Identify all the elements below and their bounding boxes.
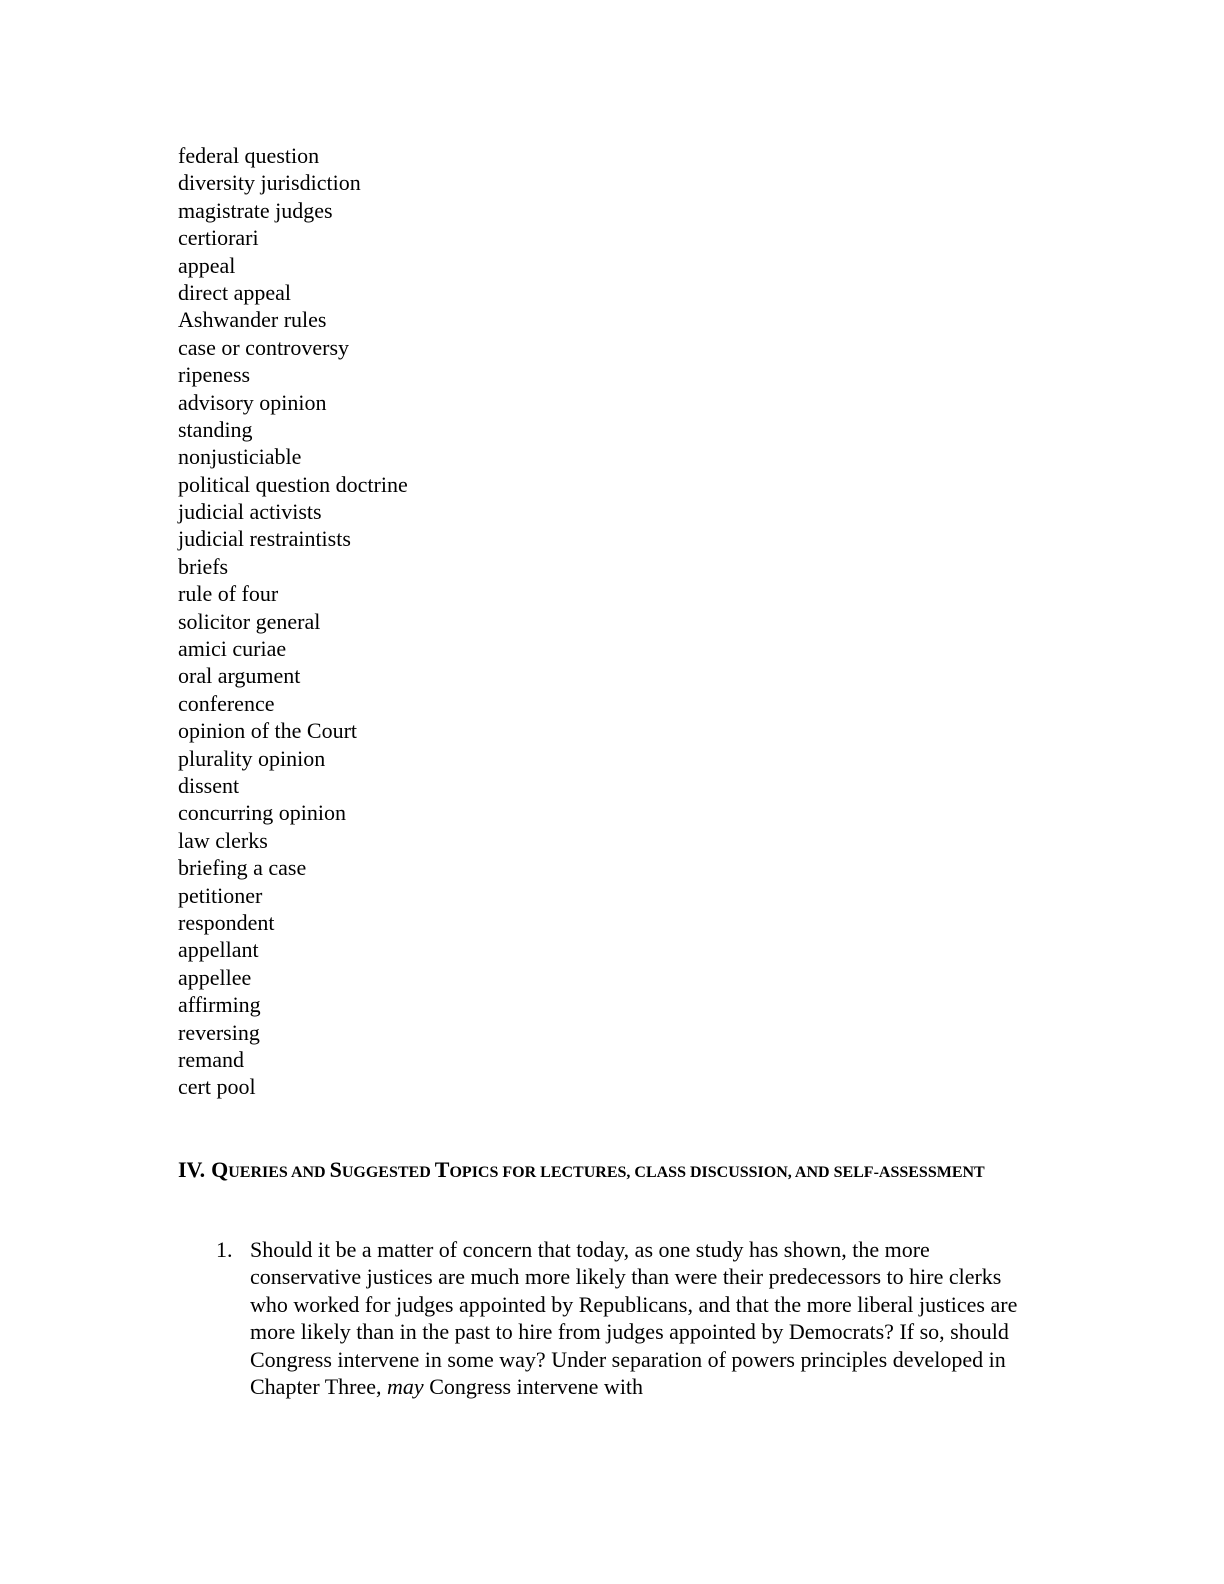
term: affirming xyxy=(178,992,261,1018)
term: standing xyxy=(178,416,253,442)
term: judicial restraintists xyxy=(178,526,351,552)
term: petitioner xyxy=(178,882,263,908)
term: magistrate judges xyxy=(178,197,333,223)
term: appellee xyxy=(178,964,252,990)
term: advisory opinion xyxy=(178,389,327,415)
term: solicitor general xyxy=(178,608,321,634)
term: conference xyxy=(178,690,275,716)
term: briefs xyxy=(178,553,229,579)
term: oral argument xyxy=(178,663,301,689)
question-number: 1. xyxy=(216,1237,233,1262)
term: law clerks xyxy=(178,827,268,853)
term: remand xyxy=(178,1046,244,1072)
term: plurality opinion xyxy=(178,745,326,771)
term: opinion of the Court xyxy=(178,718,358,744)
term: diversity jurisdiction xyxy=(178,170,361,196)
term: nonjusticiable xyxy=(178,444,302,470)
term: appeal xyxy=(178,252,236,278)
section-number: IV. xyxy=(178,1157,206,1182)
term: judicial activists xyxy=(178,499,322,525)
section-heading: IV. QUERIES AND SUGGESTED TOPICS FOR LECTURES, CLASS DISCUSSION, AND SELF-ASSESSMENT xyxy=(178,1157,985,1182)
term: amici curiae xyxy=(178,636,287,662)
term: reversing xyxy=(178,1019,260,1045)
term: certiorari xyxy=(178,225,259,251)
question-emphasis: may xyxy=(387,1374,424,1400)
term: dissent xyxy=(178,772,240,798)
question-item xyxy=(178,1236,1038,1400)
term: ripeness xyxy=(178,362,251,388)
term: respondent xyxy=(178,909,275,935)
term: political question doctrine xyxy=(178,471,408,497)
term: case or controversy xyxy=(178,334,350,360)
key-terms-list xyxy=(178,142,408,1101)
term: Ashwander rules xyxy=(178,307,327,333)
term: concurring opinion xyxy=(178,800,347,826)
questions-list xyxy=(178,1236,1038,1400)
question-text: Should it be a matter of concern that today, as one study has shown, the more conservative justices are much more likely than were their predecessors to hire clerks who worked for judges appointed by Republicans, and that the more liberal justices are more likely than in the past to hire from judges appointed by Democrats? If so, should Congress intervene in some way? Under separation of powers principles developed in Chapter Three, xyxy=(250,1237,1018,1400)
question-text-end: Congress intervene with xyxy=(423,1374,644,1400)
term: federal question xyxy=(178,143,320,168)
term: briefing a case xyxy=(178,855,307,881)
term: direct appeal xyxy=(178,279,291,305)
term: cert pool xyxy=(178,1074,256,1100)
term: appellant xyxy=(178,937,259,963)
term: rule of four xyxy=(178,581,279,607)
